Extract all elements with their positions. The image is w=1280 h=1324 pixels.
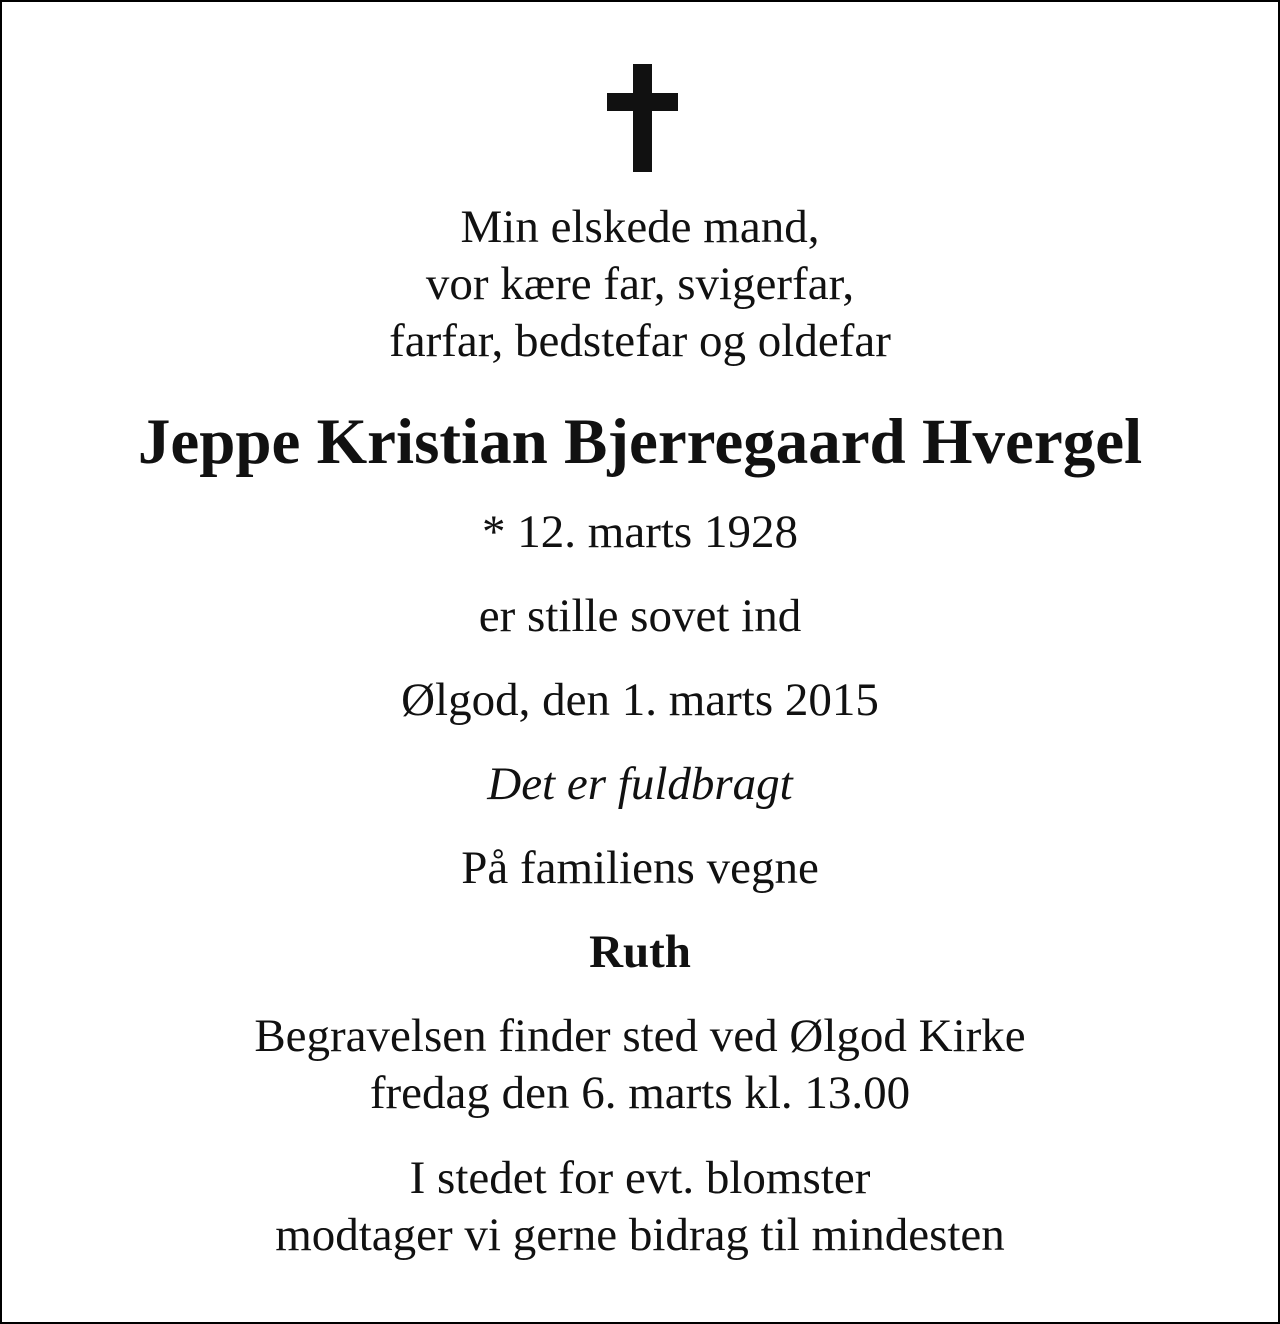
intro-line-1: Min elskede mand, (460, 201, 820, 253)
funeral-line-1: Begravelsen finder sted ved Ølgod Kirke (254, 1010, 1026, 1062)
cross-stem (633, 64, 652, 172)
birth-date: * 12. marts 1928 (482, 506, 798, 558)
on-behalf-text: På familiens vegne (461, 842, 819, 894)
quote: Det er fuldbragt (487, 758, 793, 810)
donation-line-2: modtager vi gerne bidrag til mindesten (275, 1209, 1005, 1261)
funeral-line-2: fredag den 6. marts kl. 13.00 (369, 1067, 911, 1119)
cross-icon (607, 64, 678, 172)
cross-bar (607, 93, 678, 111)
intro-line-2: vor kære far, svigerfar, (425, 258, 855, 310)
signer-name: Ruth (589, 926, 691, 978)
passed-text: er stille sovet ind (478, 590, 802, 642)
donation-line-1: I stedet for evt. blomster (409, 1152, 871, 1204)
intro-line-3: farfar, bedstefar og oldefar (389, 315, 891, 367)
place-and-date: Ølgod, den 1. marts 2015 (401, 674, 879, 726)
deceased-name: Jeppe Kristian Bjerregaard Hvergel (137, 406, 1143, 478)
